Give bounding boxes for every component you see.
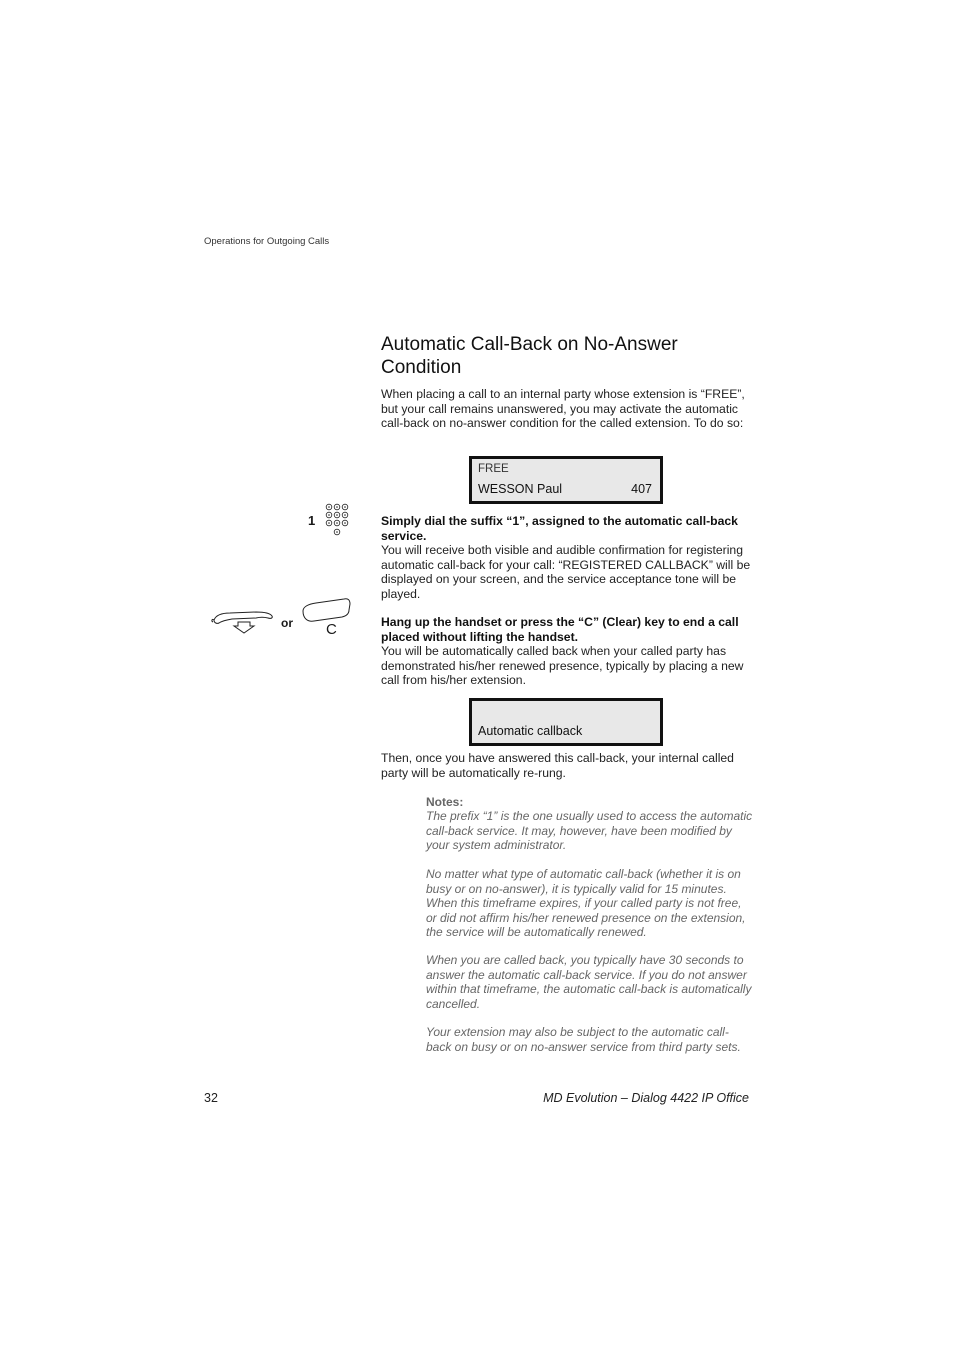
running-header: Operations for Outgoing Calls bbox=[204, 236, 330, 247]
step2-body: You will be automatically called back when your called party has demonstrated his/her renewed presence, typically by placing a new call from his/her extension. bbox=[381, 644, 744, 688]
display2-line2-left: Automatic callback bbox=[478, 724, 583, 738]
c-key-label: C bbox=[326, 621, 337, 638]
notes-title: Notes: bbox=[426, 795, 464, 809]
step1-title: Simply dial the suffix “1”, assigned to the automatic call-back service. bbox=[381, 514, 738, 543]
display-callback bbox=[469, 698, 663, 746]
note-1: The prefix “1” is the one usually used to access the automatic call-back service. It may, however, have been modified by your system administrator. bbox=[426, 809, 753, 853]
step1-text bbox=[381, 514, 753, 602]
handset-down-icon bbox=[210, 606, 276, 636]
digit-key-label: 1 bbox=[308, 513, 316, 528]
display-line2-right: 407 bbox=[631, 482, 652, 496]
intro-paragraph: When placing a call to an internal party whose extension is “FREE”, but your call remains unanswered, you may activate the automatic call-back on no-answer condition for the called extension. To do so: bbox=[381, 387, 745, 431]
note-2: No matter what type of automatic call-back (whether it is on busy or on no-answer), it is typically valid for 15 minutes. When this timeframe expires, if your called party is not free, or did not affirm his/her renewed presence on the extension, the service will be automatically renewed. bbox=[426, 867, 746, 940]
note-4: Your extension may also be subject to the automatic call-back on busy or on no-answer service from third party sets. bbox=[426, 1025, 741, 1054]
display-line2-left: WESSON Paul bbox=[478, 482, 563, 496]
page-number: 32 bbox=[204, 1091, 218, 1105]
note-3: When you are called back, you typically have 30 seconds to answer the automatic call-back service. If you do not answer within that timeframe, the automatic call-back is automatically cancelled. bbox=[426, 953, 752, 1011]
step2-title: Hang up the handset or press the “C” (Clear) key to end a call placed without lifting the handset. bbox=[381, 615, 739, 644]
after-paragraph: Then, once you have answered this call-back, your internal called party will be automatically re-rung. bbox=[381, 751, 734, 780]
display-line1: FREE bbox=[478, 463, 509, 475]
footer-doc-title: MD Evolution – Dialog 4422 IP Office bbox=[543, 1091, 749, 1105]
step1-body: You will receive both visible and audible confirmation for registering automatic call-back for your call: “REGISTERED CALLBACK” will be displayed on your screen, and the service acceptance tone will be played. bbox=[381, 543, 751, 601]
display-free bbox=[469, 456, 663, 504]
or-label: or bbox=[281, 616, 293, 630]
page-title: Automatic Call-Back on No-Answer Condition bbox=[381, 334, 678, 378]
step2-text bbox=[381, 615, 753, 688]
keypad-icon bbox=[324, 502, 352, 540]
